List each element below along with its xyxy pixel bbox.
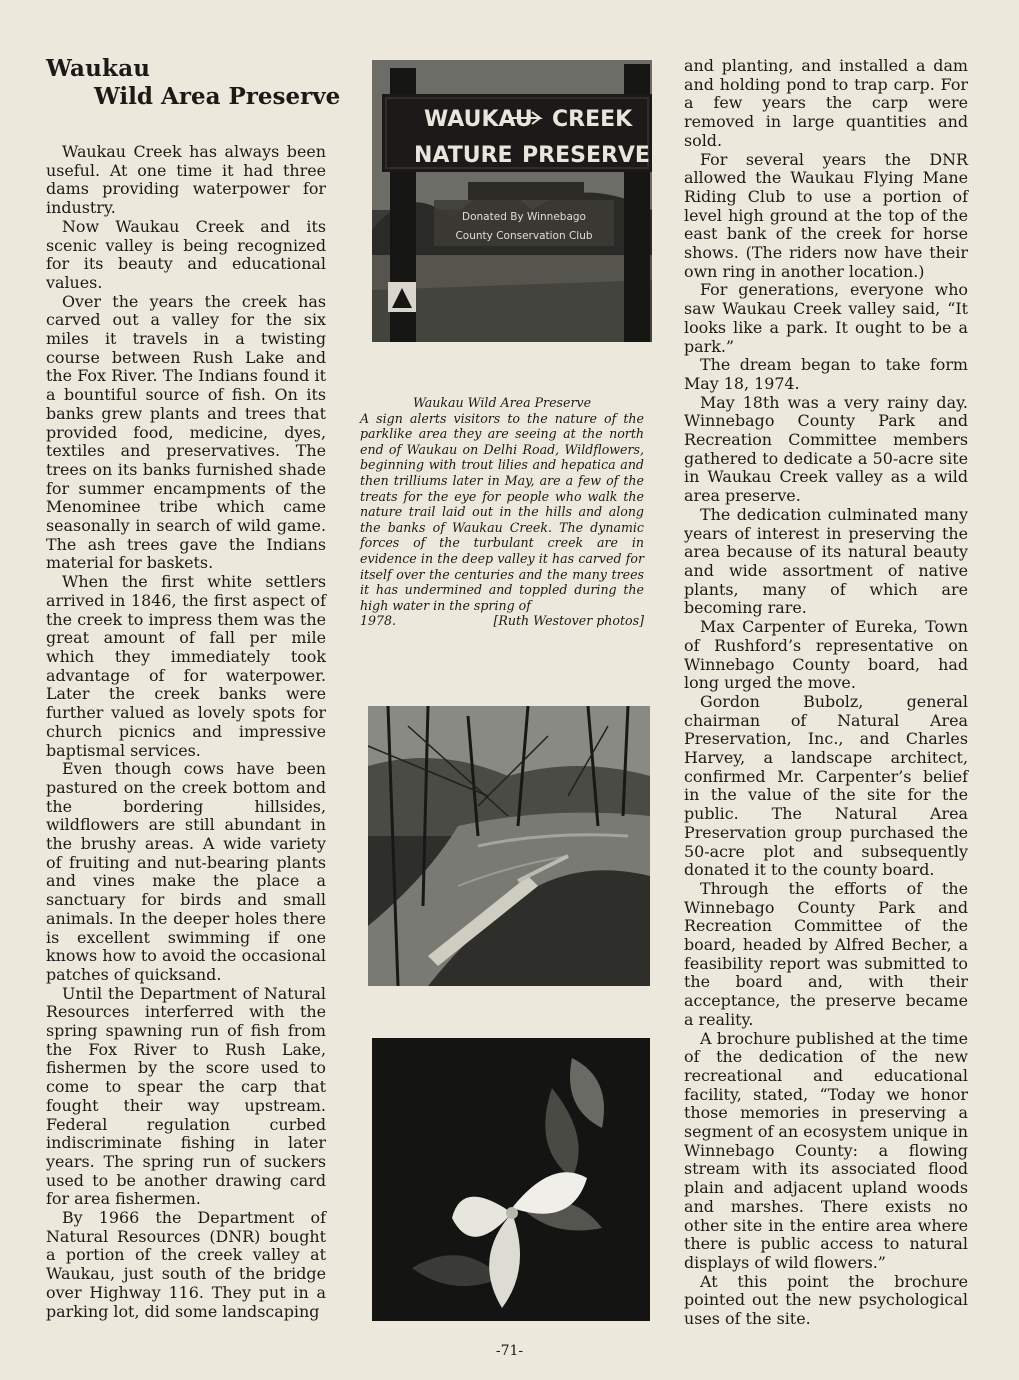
paragraph: Gordon Bubolz, general chairman of Natural Area Preservation, Inc., and Charles Harvey, a landscape architect, confirmed Mr. Carpenter’s belief in the value of the site for the public. The Natural Area Preservation group purchased the 50-acre plot and subsequently donated it to the county board. <box>684 691 968 880</box>
caption-body: A sign alerts visitors to the nature of the parklike area they are seeing at the north end of Waukau on Delhi Road, Wildflowers, beginning with trout lilies and hepatica and then trilliums later in May, are a few of the treats for the eye for people who walk the nature trail laid out in the hills and along the banks of Waukau Creek. The dynamic forces of the turbulant creek are in evidence in the deep valley it has carved for itself over the centuries and the many trees it has undermined and toppled during the high water in the spring of <box>360 410 644 613</box>
paragraph: At this point the brochure pointed out the new psychological uses of the site. <box>684 1271 968 1329</box>
paragraph: Even though cows have been pastured on the creek bottom and the bordering hillsides, wildflowers are still abundant in the brushy areas. A wide variety of fruiting and nut-bearing plants and vines make the place a sanctuary for birds and small animals. In the deeper holes there is excellent swimming if one knows how to avoid the occasional patches of quicksand. <box>46 759 326 984</box>
sign-photo <box>372 60 652 342</box>
paragraph: Through the efforts of the Winnebago County Park and Recreation Committee of the board, headed by Alfred Becher, a feasibility report was submitted to the board and, with their acceptance, the preserve became a reality. <box>684 878 968 1029</box>
caption-title: Waukau Wild Area Preserve <box>412 395 592 410</box>
sign-text-creek: CREEK <box>552 107 633 132</box>
small-sign-text-2: County Conservation Club <box>455 230 593 242</box>
small-sign-text-1: Donated By Winnebago <box>462 211 586 223</box>
paragraph: A brochure published at the time of the dedication of the new recreational and educational facility, stated, “Today we honor those memories in preserving a segment of an ecosystem unique in Winnebago County: a flowing stream with its associated flood plain and adjacent upland woods and marshes. There exists no other site in the entire area where there is public access to natural displays of wild flowers.” <box>684 1028 968 1272</box>
trillium-photo <box>372 1038 650 1321</box>
photo-caption <box>360 395 644 629</box>
caption-credit: [Ruth Westover photos] <box>493 613 644 629</box>
page-number: -71- <box>495 1343 524 1359</box>
left-column-text <box>46 143 326 1321</box>
paragraph: When the first white settlers arrived in 1846, the first aspect of the creek to impress them was the great amount of fall per mile which they immediately took advantage of for waterpower. Later the creek banks were further valued as lovely spots for church picnics and impressive baptismal services. <box>46 572 326 760</box>
paragraph: The dedication culminated many years of interest in preserving the area because of its natural beauty and wide assortment of native plants, many of which are becoming rare. <box>684 504 968 618</box>
paragraph: Until the Department of Natural Resources interferred with the spring spawning run of fish from the Fox River to Rush Lake, fishermen by the score used to come to spear the carp that fought their way upstream. Federal regulation curbed indiscriminate fishing in later years. The spring run of suckers used to be another drawing card for area fishermen. <box>46 983 326 1209</box>
paragraph: For generations, everyone who saw Waukau Creek valley said, “It looks like a park. It ought to be a park.” <box>684 280 968 356</box>
paragraph: Over the years the creek has carved out a valley for the six miles it travels in a twisting course between Rush Lake and the Fox River. The Indians found it a bountiful source of fish. On its banks grew plants and trees that provided food, medicine, dyes, textiles and preservatives. The trees on its banks furnished shade for summer encampments of the Menominee tribe which came seasonally in search of wild game. The ash trees gave the Indians material for baskets. <box>46 291 326 573</box>
paragraph: For several years the DNR allowed the Waukau Flying Mane Riding Club to use a portion of level high ground at the top of the east bank of the creek for horse shows. (The riders now have their own ring in another location.) <box>684 149 968 281</box>
paragraph: The dream began to take form May 18, 1974. <box>684 355 968 393</box>
trillium-photo-image <box>372 1038 650 1321</box>
paragraph: May 18th was a very rainy day. Winnebago County Park and Recreation Committee members gathered to dedicate a 50-acre site in Waukau Creek valley as a wild area preserve. <box>684 392 968 506</box>
right-column-text <box>684 57 968 1329</box>
sign-photo-image <box>372 60 652 342</box>
paragraph: Now Waukau Creek and its scenic valley is being recognized for its beauty and educational values. <box>46 216 326 292</box>
creek-photo <box>368 706 650 986</box>
sign-text-nature: NATURE <box>414 143 513 168</box>
sign-text-waukau: WAUKAU <box>424 107 533 132</box>
article-title-line2: Wild Area Preserve <box>94 83 341 110</box>
article-title-line1: Waukau <box>46 55 151 82</box>
caption-footer <box>360 613 644 629</box>
paragraph: By 1966 the Department of Natural Resources (DNR) bought a portion of the creek valley at Waukau, just south of the bridge over Highway 116. They put in a parking lot, did some landscaping <box>46 1208 326 1321</box>
paragraph: Waukau Creek has always been useful. At one time it had three dams providing waterpower for industry. <box>46 142 326 218</box>
sign-text-preserve: PRESERVE <box>522 143 650 168</box>
paragraph-continuation: and planting, and installed a dam and holding pond to trap carp. For a few years the carp were removed in large quantities and sold. <box>684 56 968 150</box>
creek-photo-image <box>368 706 650 986</box>
paragraph: Max Carpenter of Eureka, Town of Rushford’s representative on Winnebago County board, had long urged the move. <box>684 617 968 693</box>
caption-year: 1978. <box>360 613 397 629</box>
